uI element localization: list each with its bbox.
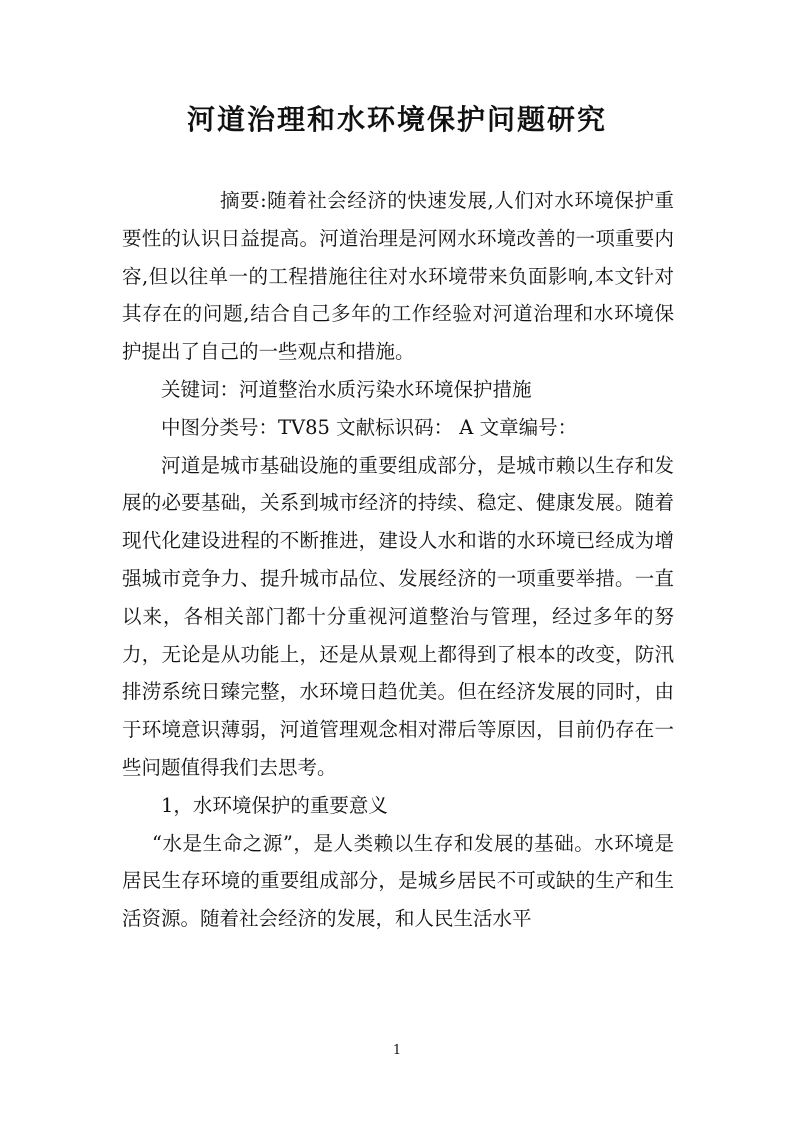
document-body <box>122 182 674 938</box>
keywords-paragraph: 关键词：河道整治水质污染水环境保护措施 <box>161 377 532 401</box>
abstract-paragraph: 摘要:随着社会经济的快速发展,人们对水环境保护重要性的认识日益提高。河道治理是河网水环境改善的一项重要内容,但以往单一的工程措施往往对水环境带来负面影响,本文针对其存在的问题,结合自己多年的工作经验对河道治理和水环境保护提出了自己的一些观点和措施。 <box>122 189 674 364</box>
page-number: 1 <box>392 1043 402 1058</box>
section-heading: 1，水环境保护的重要意义 <box>161 793 388 817</box>
body-paragraph-continued: “水是生命之源”，是人类赖以生存和发展的基础。水环境是居民生存环境的重要组成部分，是城乡居民不可或缺的生产和生活资源。随着社会经济的发展，和人民生活水平 <box>122 831 674 931</box>
document-title: 河道治理和水环境保护问题研究 <box>186 103 607 136</box>
classification-paragraph: 中图分类号：TV85 文献标识码： A 文章编号： <box>161 415 578 439</box>
body-paragraph: 河道是城市基础设施的重要组成部分，是城市赖以生存和发展的必要基础，关系到城市经济的持续、稳定、健康发展。随着现代化建设进程的不断推进，建设人水和谐的水环境已经成为增强城市竞争力、提升城市品位、发展经济的一项重要举措。一直以来，各相关部门都十分重视河道整治与管理，经过多年的努力，无论是从功能上，还是从景观上都得到了根本的改变，防汛排涝系统日臻完整，水环境日趋优美。但在经济发展的同时，由于环境意识薄弱，河道管理观念相对滞后等原因，目前仍存在一些问题值得我们去思考。 <box>122 453 674 779</box>
